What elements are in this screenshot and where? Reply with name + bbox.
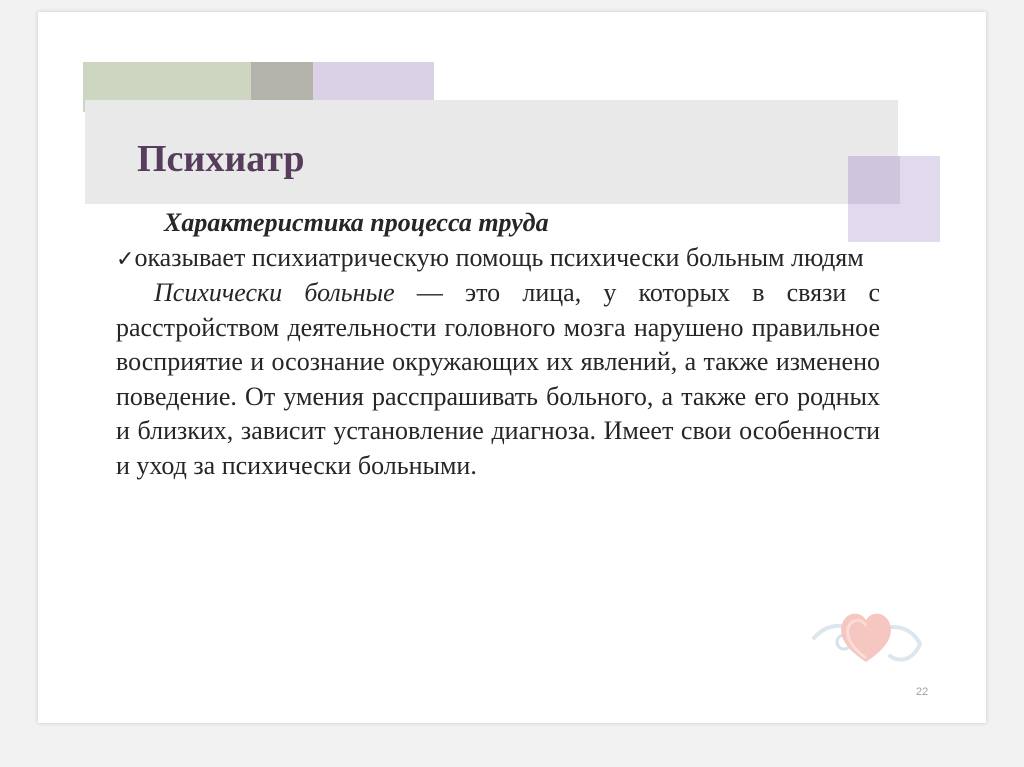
definition-paragraph — [116, 276, 880, 483]
heart-stethoscope-icon — [808, 598, 926, 670]
page-number: 22 — [916, 686, 929, 698]
slide-title: Психиатр — [137, 138, 305, 180]
bullet-item — [116, 241, 880, 277]
slide-body — [116, 206, 880, 483]
bullet-text: оказывает психиатрическую помощь психически больным людям — [134, 242, 864, 272]
definition-text: — это лица, у которых в связи с расстройством деятельности головного мозга нарушено правильное восприятие и осознание окружающих их явлений, а также изменено поведение. От умения расспрашивать больного, а также его родных и близких, зависит установление диагноза. Имеет свои особенности и уход за психически больными. — [116, 278, 880, 480]
section-heading: Характеристика процесса труда — [164, 208, 549, 237]
defined-term: Психически больные — [154, 278, 395, 307]
decor-lilac-square-inner — [848, 156, 900, 204]
checkmark-icon: ✓ — [116, 245, 135, 271]
